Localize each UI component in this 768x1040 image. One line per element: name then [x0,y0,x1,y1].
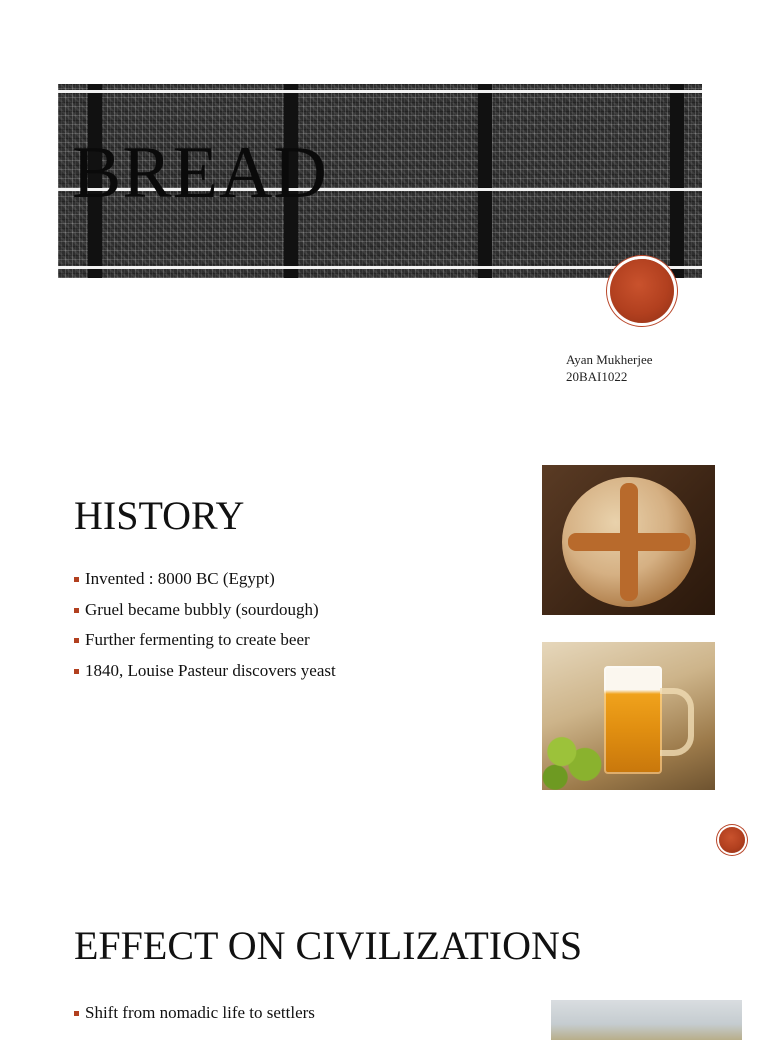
bullet-item: Gruel became bubbly (sourdough) [74,595,336,626]
bullet-item: Invented : 8000 BC (Egypt) [74,564,336,595]
mug-handle [660,688,694,756]
civilizations-slide [0,870,768,1024]
author-id: 20BAI1022 [566,369,628,384]
beer-mug [604,666,662,774]
bread-loaf-image [542,465,715,615]
slide-heading: EFFECT ON CIVILIZATIONS [74,923,583,968]
bullet-item: Further fermenting to create beer [74,625,336,656]
author-block [566,351,653,385]
title-slide [0,0,768,420]
field-image [551,1000,742,1040]
bullet-item: Shift from nomadic life to settlers [74,998,315,1029]
author-name: Ayan Mukherjee [566,352,653,367]
banner-line [58,266,702,269]
history-slide [0,420,768,870]
decorative-circle [610,259,674,323]
banner-stripe [478,84,492,278]
banner-line [58,90,702,93]
bullet-item: 1840, Louise Pasteur discovers yeast [74,656,336,687]
slide-title: BREAD [72,132,328,214]
hops-cluster [542,726,608,790]
beer-mug-image [542,642,715,790]
banner-stripe [670,84,684,278]
slide-heading: HISTORY [74,493,245,538]
loaf-score [568,533,690,551]
decorative-circle [719,827,745,853]
bread-loaf [562,477,696,607]
bullet-list [74,564,336,686]
